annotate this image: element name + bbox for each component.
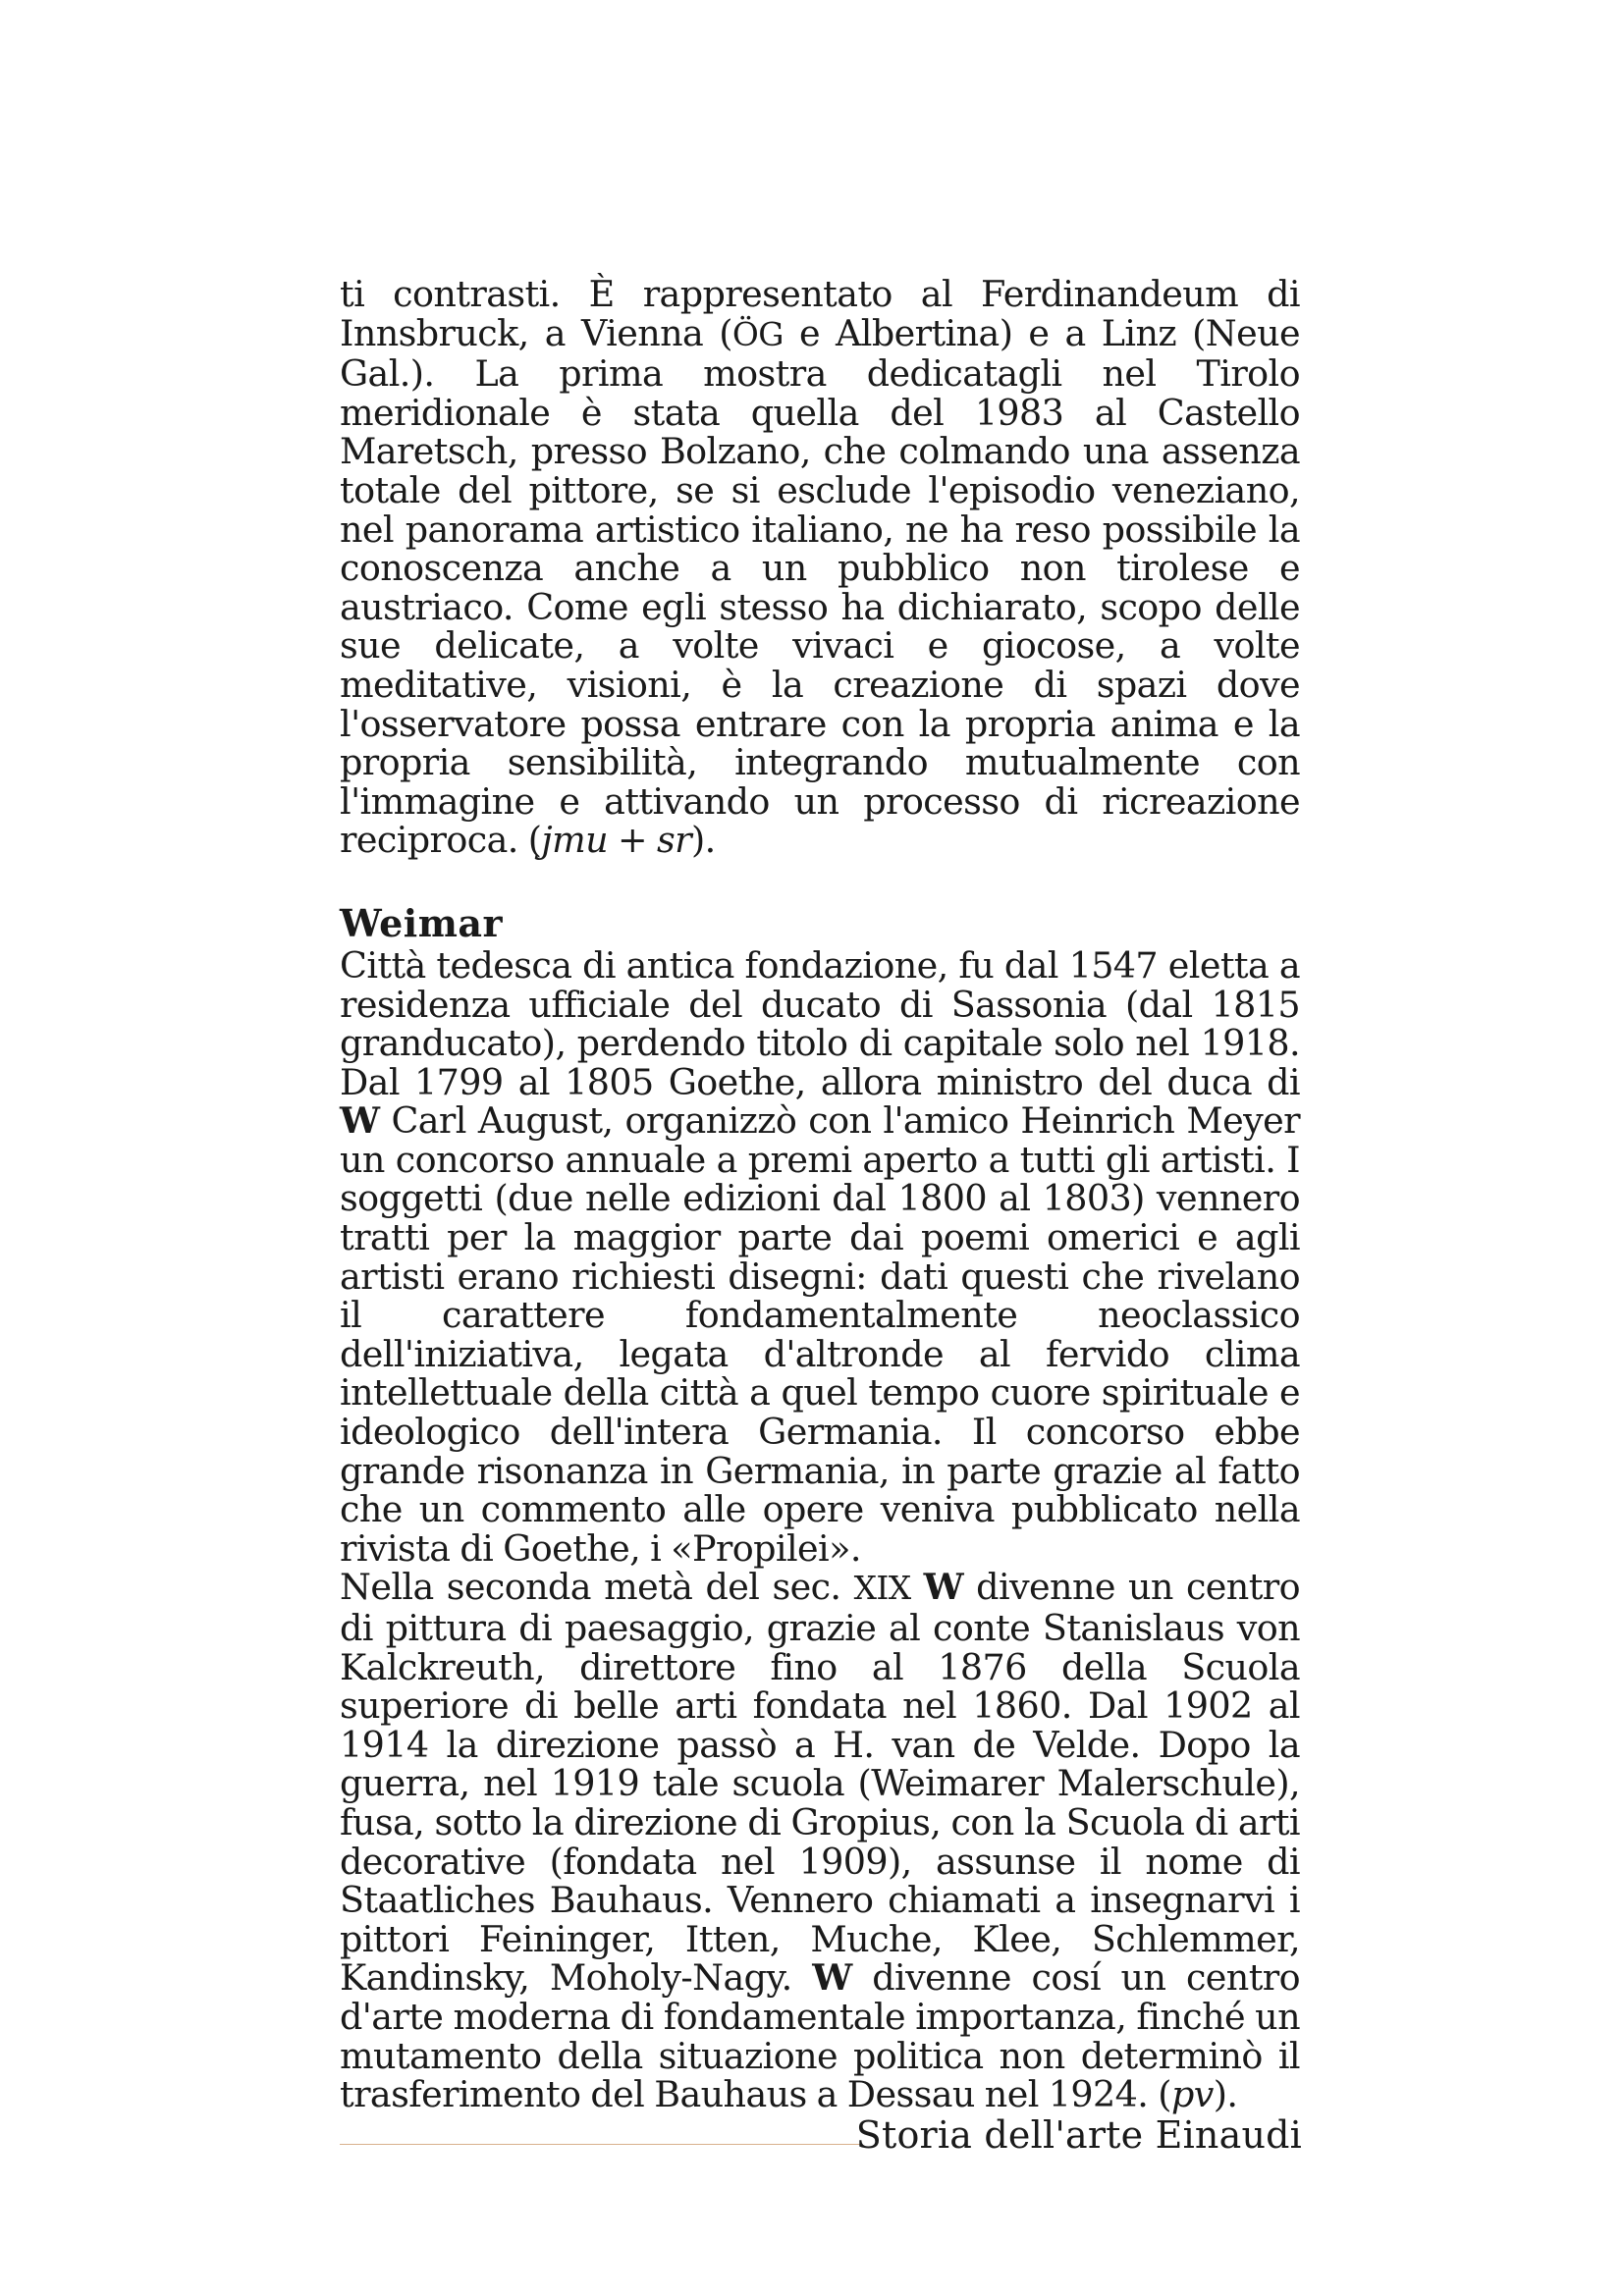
text-span: Città tedesca di antica fondazione, fu dal 1547 eletta a residenza ufficiale del ducato di Sassonia (dal 1815 granducato), perdendo titolo di capitale solo nel 1918. Dal 1799 al 1805 Goethe, allora ministro del duca di <box>340 943 1300 1103</box>
author-initials: pv <box>1170 2073 1214 2116</box>
footer-rule <box>340 2144 860 2145</box>
entry-abbreviation: W <box>923 1566 964 1609</box>
footer-title: Storia dell'arte Einaudi <box>855 2113 1302 2157</box>
text-span: divenne cosí un centro d'arte moderna di fondamentale importanza, finché un mutamento della situazione politica non determinò il trasferimento del Bauhaus a Dessau nel 1924. ( <box>340 1956 1300 2116</box>
text-span: Nella seconda metà del sec. <box>340 1566 854 1609</box>
text-span: divenne un centro di pittura di paesaggio, grazie al conte Stanislaus von Kalckreuth, direttore fino al 1876 della Scuola superiore di belle arti fondata nel 1860. Dal 1902 al 1914 la direzione passò a H. van de Velde. Dopo la guerra, nel 1919 tale scuola (Weimarer Malerschule), fusa, sotto la direzione di Gropius, con la Scuola di arti decorative (fondata nel 1909), assunse il nome di Staatliches Bauhaus. Vennero chiamati a insegnarvi i pittori Feininger, Itten, Muche, Klee, Schlemmer, Kandinsky, Moholy-Nagy. <box>340 1566 1300 2000</box>
entry-paragraph-2 <box>340 1566 1300 2116</box>
text-span: ). <box>1213 2073 1238 2116</box>
entry-abbreviation: W <box>812 1956 852 2000</box>
intro-paragraph <box>340 275 1300 860</box>
author-initials: jmu + sr <box>541 819 692 862</box>
entry-heading: Weimar <box>340 900 504 945</box>
abbreviation: ÖG <box>731 315 784 353</box>
page-body <box>340 275 1300 2114</box>
text-span: ). <box>691 819 716 862</box>
century-numeral: XIX <box>853 1570 911 1608</box>
text-span: ti contrasti. È rappresentato al Ferdinandeum di Innsbruck, a Vienna ( <box>340 273 1300 354</box>
text-span: Carl August, organizzò con l'amico Heinrich Meyer un concorso annuale a premi aperto a tutti gli artisti. I soggetti (due nelle edizioni dal 1800 al 1803) vennero tratti per la maggior parte dai poemi omerici e agli artisti erano richiesti disegni: dati questi che rivelano il carattere fondamentalmente neoclassico dell'iniziativa, legata d'altronde al fervido clima intellettuale della città a quel tempo cuore spirituale e ideologico dell'intera Germania. Il concorso ebbe grande risonanza in Germania, in parte grazie al fatto che un commento alle opere veniva pubblicato nella rivista di Goethe, i «Propilei». <box>340 1099 1300 1570</box>
entry-paragraph-1 <box>340 943 1300 1570</box>
text-span: e Albertina) e a Linz (Neue Gal.). La prima mostra dedicatagli nel Tirolo meridionale è stata quella del 1983 al Castello Maretsch, presso Bolzano, che colmando una assenza totale del pittore, se si esclude l'episodio veneziano, nel panorama artistico italiano, ne ha reso possibile la conoscenza anche a un pubblico non tirolese e austriaco. Come egli stesso ha dichiarato, scopo delle sue delicate, a volte vivaci e giocose, a volte meditative, visioni, è la creazione di spazi dove l'osservatore possa entrare con la propria anima e la propria sensibilità, integrando mutualmente con l'immagine e attivando un processo di ricreazione reciproca. ( <box>340 311 1301 862</box>
page-footer <box>340 2112 1302 2171</box>
entry-abbreviation: W <box>340 1099 380 1143</box>
